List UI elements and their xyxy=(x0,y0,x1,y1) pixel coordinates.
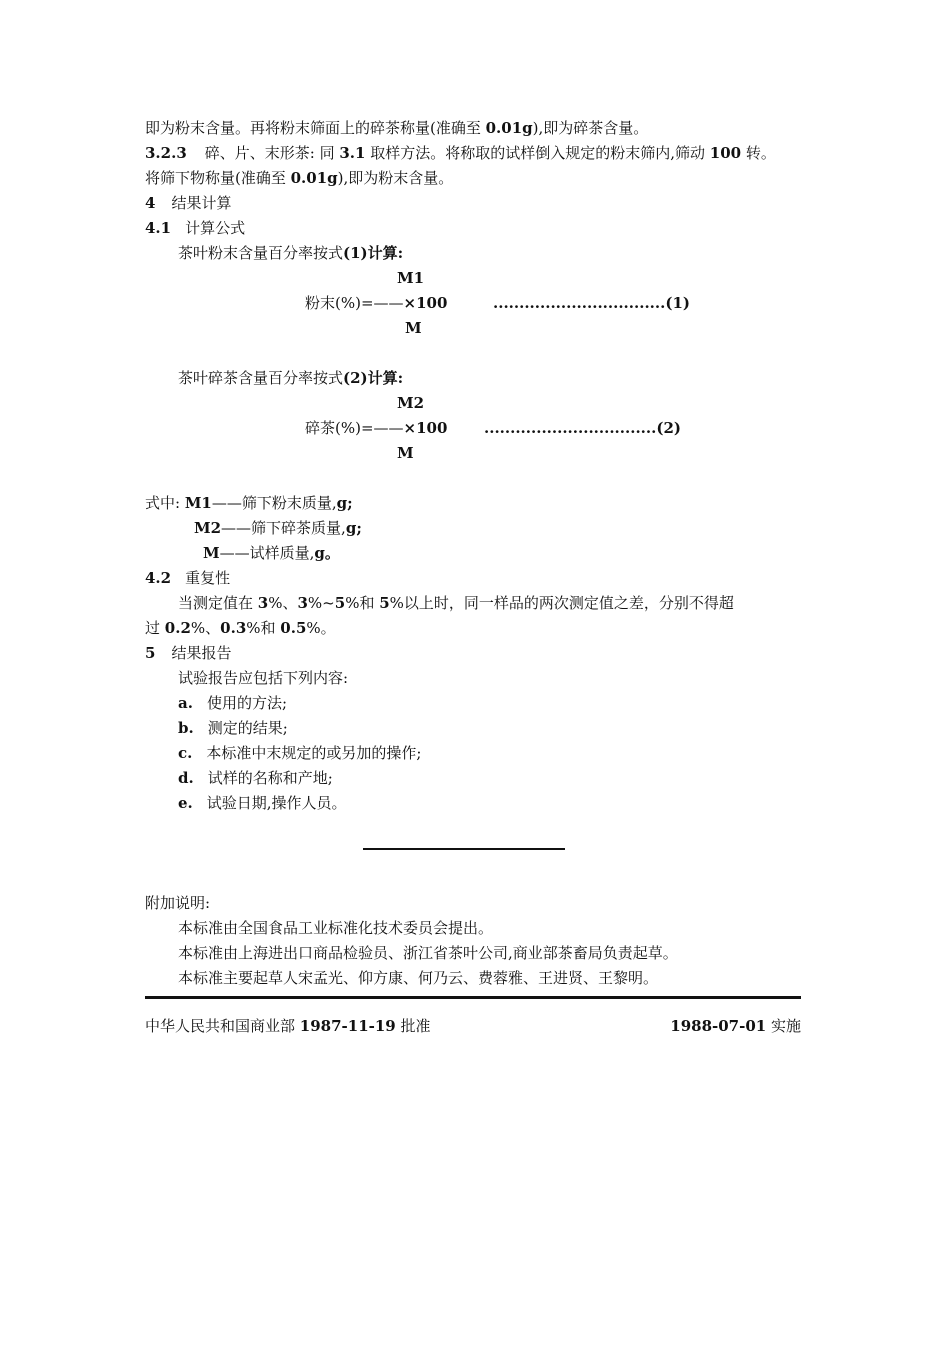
list-text: 测定的结果; xyxy=(207,719,288,737)
formula-lhs: 碎茶(%)= xyxy=(305,419,374,437)
text-segment: 批准 xyxy=(395,1017,431,1035)
approval-line xyxy=(145,1016,431,1036)
text-segment: 将筛下物称量(准确至 xyxy=(145,169,291,187)
list-text: 试样的名称和产地; xyxy=(207,769,333,787)
footer-divider xyxy=(145,996,801,999)
clause-reference: 3.1 xyxy=(339,144,366,162)
equation-ref: (1) xyxy=(343,244,368,262)
text-segment: ),即为碎茶含量。 xyxy=(532,119,649,137)
heading-section-5 xyxy=(145,643,231,663)
end-of-text-divider xyxy=(363,848,565,850)
where-m xyxy=(203,543,340,563)
formula-2-denominator: M xyxy=(397,444,414,462)
section-number: 4.2 xyxy=(145,569,172,587)
formula-multiplier: ×100 xyxy=(403,419,448,437)
text-segment: 茶叶碎茶含量百分率按式 xyxy=(178,369,344,387)
report-intro: 试验报告应包括下列内容: xyxy=(178,669,349,687)
list-item xyxy=(178,718,288,738)
where-prefix: 式中: xyxy=(145,494,185,512)
where-m2 xyxy=(194,518,362,538)
value: 3 xyxy=(297,594,308,612)
implementation-line xyxy=(670,1016,801,1036)
text-segment: %、 xyxy=(268,594,298,612)
list-item xyxy=(178,768,333,788)
formula-2-leader xyxy=(484,418,681,438)
formula-2-numerator: M2 xyxy=(397,394,425,412)
value: 5 xyxy=(334,594,346,612)
formula-multiplier: ×100 xyxy=(403,294,448,312)
text-segment: %、 xyxy=(190,619,221,637)
value: 3 xyxy=(257,594,269,612)
paragraph-3-2-3-line2 xyxy=(145,168,453,188)
text-segment: %~ xyxy=(307,594,335,612)
list-item xyxy=(178,793,347,813)
value: 5 xyxy=(379,594,390,612)
paragraph-3-2-3 xyxy=(145,143,776,163)
formula-lhs: 粉末(%)= xyxy=(305,294,374,312)
list-item xyxy=(178,743,421,763)
formula-1-denominator: M xyxy=(405,319,422,337)
text-segment: 碎、片、末形茶: 同 xyxy=(204,144,340,162)
notes-title: 附加说明: xyxy=(145,894,211,912)
text-segment: 转。 xyxy=(741,144,776,162)
value: 0.5 xyxy=(280,619,307,637)
notes-line: 本标准由全国食品工业标准化技术委员会提出。 xyxy=(178,919,494,937)
symbol-definition: ——筛下粉末质量, xyxy=(211,494,337,512)
where-m1 xyxy=(145,493,353,513)
symbol-m1: M1 xyxy=(184,494,212,512)
section-number: 4.1 xyxy=(145,219,172,237)
section-number: 4 xyxy=(145,194,156,212)
clause-number: 3.2.3 xyxy=(145,144,187,162)
formula-1-intro xyxy=(178,243,403,263)
symbol-definition: ——试样质量, xyxy=(219,544,315,562)
implementation-date: 1988-07-01 xyxy=(670,1017,767,1035)
text-segment: %和 xyxy=(246,619,281,637)
precision-value: 0.01g xyxy=(485,119,533,137)
symbol-m2: M2 xyxy=(194,519,222,537)
text-segment: %以上时，同一样品的两次测定值之差，分别不得超 xyxy=(389,594,734,612)
approval-date: 1987-11-19 xyxy=(299,1017,396,1035)
list-key: b. xyxy=(178,719,194,737)
text-segment: %。 xyxy=(306,619,336,637)
symbol-m: M xyxy=(203,544,220,562)
section-number: 5 xyxy=(145,644,156,662)
text-segment: 计算: xyxy=(367,244,404,262)
formula-1-line xyxy=(305,293,447,313)
formula-2-intro xyxy=(178,368,403,388)
fraction-bar: —— xyxy=(373,294,404,312)
section-title: 重复性 xyxy=(185,569,231,587)
text-segment: 中华人民共和国商业部 xyxy=(145,1017,300,1035)
list-text: 本标准中末规定的或另加的操作; xyxy=(206,744,422,762)
equation-number: (2) xyxy=(656,419,681,437)
symbol-definition: ——筛下碎茶质量, xyxy=(221,519,346,537)
paragraph-4-2-line2 xyxy=(145,618,336,638)
text-segment: 计算: xyxy=(367,369,404,387)
value: 0.3 xyxy=(220,619,247,637)
unit: g; xyxy=(345,519,362,537)
list-text: 使用的方法; xyxy=(206,694,288,712)
section-title: 计算公式 xyxy=(185,219,246,237)
paragraph-4-2-line1 xyxy=(178,593,734,613)
list-key: c. xyxy=(178,744,193,762)
heading-section-4-2 xyxy=(145,568,230,588)
formula-2-line xyxy=(305,418,447,438)
text-segment: 茶叶粉末含量百分率按式 xyxy=(178,244,344,262)
notes-line: 本标准由上海进出口商品检验员、浙江省茶叶公司,商业部茶畜局负责起草。 xyxy=(178,944,678,962)
list-text: 试验日期,操作人员。 xyxy=(206,794,347,812)
unit: g。 xyxy=(314,544,340,562)
turns-value: 100 xyxy=(709,144,742,162)
list-key: d. xyxy=(178,769,194,787)
precision-value: 0.01g xyxy=(290,169,338,187)
text-segment: 取样方法。将称取的试样倒入规定的粉末筛内,筛动 xyxy=(365,144,710,162)
value: 0.2 xyxy=(164,619,191,637)
formula-1-leader xyxy=(493,293,690,313)
list-key: a. xyxy=(178,694,193,712)
text-segment: ),即为粉末含量。 xyxy=(337,169,454,187)
heading-section-4-1 xyxy=(145,218,245,238)
equation-ref: (2) xyxy=(343,369,368,387)
formula-1-numerator: M1 xyxy=(397,269,425,287)
text-segment: 即为粉末含量。再将粉末筛面上的碎茶称量(准确至 xyxy=(145,119,486,137)
section-title: 结果计算 xyxy=(171,194,232,212)
notes-line: 本标准主要起草人宋孟光、仰方康、何乃云、费蓉雅、王进贤、王黎明。 xyxy=(178,969,659,987)
text-segment: 当测定值在 xyxy=(178,594,258,612)
heading-section-4 xyxy=(145,193,231,213)
leader-dots: ................................. xyxy=(493,294,666,312)
unit: g; xyxy=(336,494,353,512)
equation-number: (1) xyxy=(665,294,690,312)
paragraph-3-2-2-tail xyxy=(145,118,648,138)
text-segment: 实施 xyxy=(766,1017,801,1035)
text-segment: %和 xyxy=(345,594,380,612)
list-key: e. xyxy=(178,794,193,812)
list-item xyxy=(178,693,287,713)
section-title: 结果报告 xyxy=(171,644,232,662)
fraction-bar: —— xyxy=(373,419,404,437)
text-segment: 过 xyxy=(145,619,165,637)
leader-dots: ................................. xyxy=(484,419,657,437)
